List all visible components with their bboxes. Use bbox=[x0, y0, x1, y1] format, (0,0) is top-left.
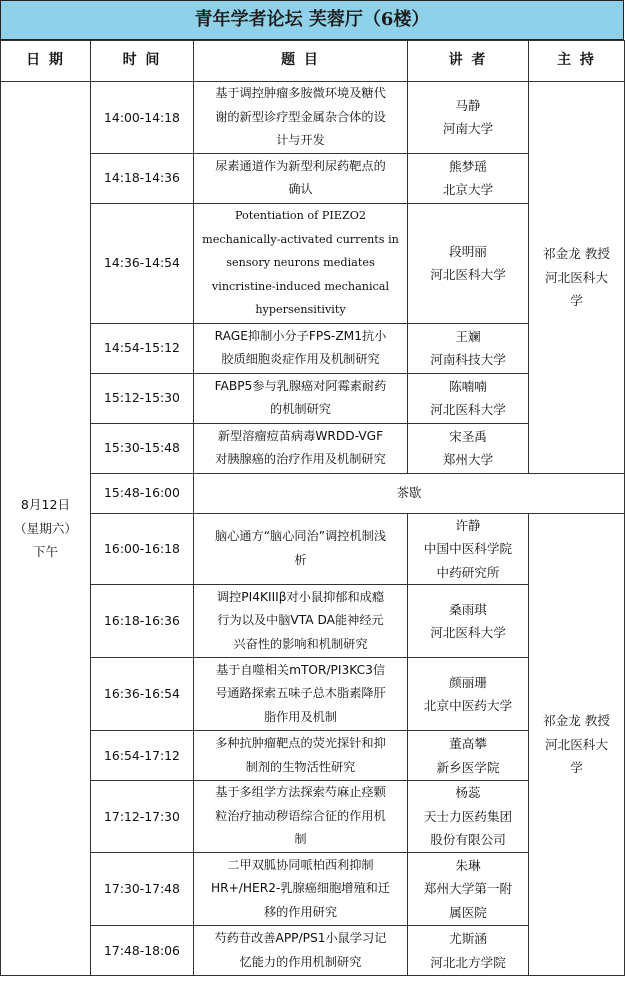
topic-line: 粒治疗抽动秽语综合征的作用机 bbox=[215, 808, 386, 823]
topic-line: mechanically-activated currents in bbox=[202, 232, 399, 246]
speaker-name: 董高攀 bbox=[449, 736, 487, 751]
date-day: 8月12日 bbox=[20, 497, 71, 513]
speaker-cell bbox=[408, 373, 529, 423]
header-topic: 题 目 bbox=[194, 41, 408, 82]
host-name: 祁金龙 教授 bbox=[543, 713, 610, 728]
speaker-affiliation: 中药研究所 bbox=[436, 564, 500, 580]
topic-line: 基于多组学方法探索芍麻止痉颗 bbox=[215, 785, 386, 800]
speaker-name: 杨蕊 bbox=[455, 785, 481, 801]
speaker-name: 许静 bbox=[455, 517, 481, 533]
topic-line: 对胰腺癌的治疗作用及机制研究 bbox=[215, 452, 386, 466]
topic-line: 新型溶瘤痘苗病毒WRDD-VGF bbox=[217, 428, 384, 443]
topic-line: 号通路探索五味子总木脂素降肝 bbox=[215, 686, 386, 701]
header-speaker: 讲 者 bbox=[408, 41, 529, 82]
host-affiliation: 学 bbox=[570, 293, 583, 308]
date-weekday: （星期六） bbox=[14, 520, 77, 536]
speaker-cell bbox=[408, 323, 529, 373]
topic-line: 胶质细胞炎症作用及机制研究 bbox=[221, 352, 380, 366]
speaker-affiliation: 天士力医药集团 bbox=[423, 808, 513, 824]
date-cell bbox=[1, 82, 91, 976]
topic-line: sensory neurons mediates bbox=[226, 256, 375, 270]
speaker-name: 宋圣禹 bbox=[449, 428, 487, 444]
speaker-affiliation: 河南科技大学 bbox=[430, 352, 506, 367]
speaker-affiliation: 河北医科大学 bbox=[430, 402, 506, 417]
topic-cell bbox=[194, 853, 408, 926]
speaker-affiliation: 新乡医学院 bbox=[436, 759, 500, 775]
time-cell: 14:54-15:12 bbox=[91, 323, 194, 373]
time-cell: 14:18-14:36 bbox=[91, 153, 194, 203]
speaker-affiliation: 郑州大学 bbox=[442, 452, 494, 467]
host-name: 祁金龙 教授 bbox=[543, 246, 610, 261]
table-row bbox=[1, 82, 625, 154]
topic-line: 调控PI4KIIIβ对小鼠抑郁和成瘾 bbox=[216, 589, 385, 604]
topic-line: 移的作用研究 bbox=[263, 904, 338, 919]
speaker-name: 熊梦瑶 bbox=[449, 158, 487, 174]
speaker-affiliation: 股份有限公司 bbox=[430, 832, 506, 848]
header-host: 主 持 bbox=[529, 41, 625, 82]
header-time: 时 间 bbox=[91, 41, 194, 82]
speaker-affiliation: 河北北方学院 bbox=[430, 954, 506, 970]
speaker-cell bbox=[408, 658, 529, 731]
speaker-affiliation: 河北医科大学 bbox=[430, 267, 506, 282]
speaker-cell bbox=[408, 423, 529, 473]
speaker-affiliation: 北京大学 bbox=[442, 182, 494, 197]
speaker-cell bbox=[408, 853, 529, 926]
time-cell: 16:54-17:12 bbox=[91, 731, 194, 781]
time-cell: 16:00-16:18 bbox=[91, 513, 194, 585]
break-label: 茶歇 bbox=[194, 473, 625, 513]
topic-line: 制剂的生物活性研究 bbox=[245, 759, 356, 774]
speaker-cell bbox=[408, 203, 529, 323]
speaker-cell bbox=[408, 153, 529, 203]
forum-title-banner bbox=[0, 0, 624, 40]
speaker-affiliation: 属医院 bbox=[449, 904, 487, 920]
speaker-name: 桑雨琪 bbox=[449, 601, 487, 617]
topic-line: Potentiation of PIEZO2 bbox=[234, 209, 367, 223]
topic-line: 脑心通方“脑心同治”调控机制浅 bbox=[214, 529, 387, 544]
topic-cell bbox=[194, 373, 408, 423]
topic-line: FABP5参与乳腺癌对阿霉素耐药 bbox=[214, 378, 387, 393]
topic-line: 制 bbox=[294, 832, 307, 847]
topic-line: 二甲双胍协同哌柏西利抑制 bbox=[227, 857, 374, 872]
topic-cell bbox=[194, 153, 408, 203]
topic-line: 芍药苷改善APP/PS1小鼠学习记 bbox=[214, 931, 387, 945]
topic-line: RAGE抑制小分子FPS-ZM1抗小 bbox=[214, 328, 387, 343]
time-cell: 17:48-18:06 bbox=[91, 926, 194, 976]
time-cell: 17:12-17:30 bbox=[91, 781, 194, 853]
break-row bbox=[1, 473, 625, 513]
topic-cell bbox=[194, 731, 408, 781]
topic-line: 脂作用及机制 bbox=[263, 709, 338, 724]
speaker-affiliation: 河北医科大学 bbox=[430, 625, 506, 640]
topic-cell bbox=[194, 585, 408, 658]
topic-cell bbox=[194, 513, 408, 585]
host-cell bbox=[529, 82, 625, 474]
schedule-table bbox=[0, 40, 625, 976]
topic-line: 的机制研究 bbox=[270, 402, 331, 416]
topic-line: 多种抗肿瘤靶点的荧光探针和抑 bbox=[215, 736, 386, 750]
speaker-cell bbox=[408, 926, 529, 976]
break-time-cell: 15:48-16:00 bbox=[91, 473, 194, 513]
time-cell: 14:36-14:54 bbox=[91, 203, 194, 323]
topic-cell bbox=[194, 82, 408, 154]
topic-line: 基于调控肿瘤多胺微环境及糖代 bbox=[215, 86, 386, 100]
table-row bbox=[1, 513, 625, 585]
topic-cell bbox=[194, 658, 408, 731]
topic-line: 确认 bbox=[288, 182, 313, 196]
forum-title: 青年学者论坛 芙蓉厅（6楼） bbox=[194, 9, 430, 30]
time-cell: 16:36-16:54 bbox=[91, 658, 194, 731]
topic-line: vincristine-induced mechanical bbox=[211, 279, 390, 293]
speaker-name: 陈喃喃 bbox=[449, 378, 487, 394]
topic-line: 尿素通道作为新型利尿药靶点的 bbox=[215, 158, 386, 173]
speaker-cell bbox=[408, 585, 529, 658]
topic-cell bbox=[194, 203, 408, 323]
time-cell: 16:18-16:36 bbox=[91, 585, 194, 658]
speaker-cell bbox=[408, 82, 529, 154]
time-cell: 15:30-15:48 bbox=[91, 423, 194, 473]
speaker-affiliation: 北京中医药大学 bbox=[423, 698, 513, 713]
topic-line: 基于自噬相关mTOR/PI3KC3信 bbox=[215, 662, 386, 677]
speaker-cell bbox=[408, 781, 529, 853]
speaker-cell bbox=[408, 731, 529, 781]
time-cell: 17:30-17:48 bbox=[91, 853, 194, 926]
date-period: 下午 bbox=[32, 544, 59, 560]
topic-cell bbox=[194, 926, 408, 976]
topic-line: HR+/HER2-乳腺癌细胞增殖和迁 bbox=[210, 881, 391, 896]
topic-line: 谢的新型诊疗型金属杂合体的设 bbox=[215, 109, 386, 124]
speaker-affiliation: 河南大学 bbox=[442, 121, 494, 137]
topic-cell bbox=[194, 781, 408, 853]
speaker-name: 段明丽 bbox=[449, 243, 487, 259]
speaker-name: 王斓 bbox=[455, 328, 481, 344]
speaker-name: 马静 bbox=[455, 97, 481, 113]
header-date: 日 期 bbox=[1, 41, 91, 82]
topic-line: hypersensitivity bbox=[255, 303, 346, 317]
topic-line: 行为以及中脑VTA DA能神经元 bbox=[217, 613, 384, 628]
topic-line: 忆能力的作用机制研究 bbox=[239, 954, 362, 969]
speaker-affiliation: 中国中医科学院 bbox=[423, 541, 513, 556]
speaker-name: 朱琳 bbox=[455, 857, 481, 873]
speaker-cell bbox=[408, 513, 529, 585]
speaker-affiliation: 郑州大学第一附 bbox=[423, 881, 513, 897]
host-cell bbox=[529, 513, 625, 976]
time-cell: 15:12-15:30 bbox=[91, 373, 194, 423]
time-cell: 14:00-14:18 bbox=[91, 82, 194, 154]
topic-line: 析 bbox=[294, 552, 307, 567]
topic-line: 计与开发 bbox=[276, 133, 325, 147]
host-affiliation: 河北医科大 bbox=[545, 269, 608, 285]
topic-cell bbox=[194, 323, 408, 373]
host-affiliation: 学 bbox=[570, 760, 583, 775]
topic-cell bbox=[194, 423, 408, 473]
topic-line: 兴奋性的影响和机制研究 bbox=[233, 636, 368, 651]
header-row bbox=[1, 41, 625, 82]
speaker-name: 尤斯涵 bbox=[449, 931, 487, 946]
speaker-name: 颜丽珊 bbox=[449, 674, 487, 690]
host-affiliation: 河北医科大 bbox=[545, 736, 608, 752]
